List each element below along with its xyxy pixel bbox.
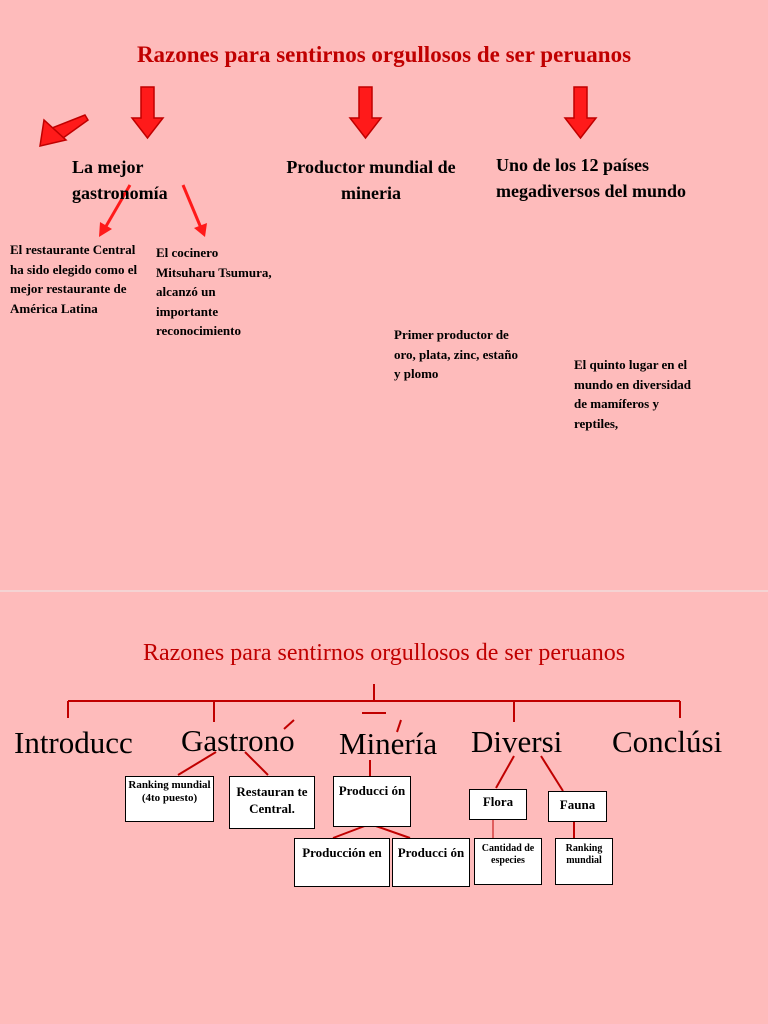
arrow-down-icon <box>565 87 596 138</box>
box-produccion-2: Producci ón <box>392 838 470 887</box>
box-restaurante-central: Restauran te Central. <box>229 776 315 829</box>
branch-introduccion: Introducc <box>14 725 133 760</box>
category-megadiversos: Uno de los 12 países megadiversos del mundo <box>496 155 687 201</box>
box-ranking-mundial: Ranking mundial (4to puesto) <box>125 776 214 822</box>
slide-2 <box>0 592 768 1024</box>
category-mineria: Productor mundial de mineria <box>286 157 456 203</box>
slide1-title: Razones para sentirnos orgullosos de ser peruanos <box>136 42 632 67</box>
box-ranking-fauna: Ranking mundial <box>555 838 613 885</box>
box-fauna: Fauna <box>548 791 607 822</box>
detail-restaurant: El restaurante Central ha sido elegido como el mejor restaurante de América Latina <box>10 242 138 316</box>
arrow-down-icon <box>132 87 163 138</box>
branch-diversidad: Diversi <box>471 724 563 759</box>
detail-diversity: El quinto lugar en el mundo en diversidad de mamíferos y reptiles, <box>574 357 692 431</box>
branch-mineria: Minería <box>339 726 438 761</box>
box-flora: Flora <box>469 789 527 820</box>
detail-mining: Primer productor de oro, plata, zinc, estaño y plomo <box>394 327 518 381</box>
branch-conclusion: Conclúsi <box>612 724 723 759</box>
detail-chef: El cocinero Mitsuharu Tsumura, alcanzó un importante reconocimiento <box>156 245 272 338</box>
box-cantidad-especies: Cantidad de especies <box>474 838 542 885</box>
box-produccion-en: Producción en <box>294 838 390 887</box>
category-gastronomia: La mejor gastronomía <box>72 157 168 203</box>
box-produccion: Producci ón <box>333 776 411 827</box>
slide2-title: Razones para sentirnos orgullosos de ser peruanos <box>142 640 626 666</box>
branch-gastronomia: Gastrono <box>181 723 295 758</box>
arrow-down-icon <box>350 87 381 138</box>
